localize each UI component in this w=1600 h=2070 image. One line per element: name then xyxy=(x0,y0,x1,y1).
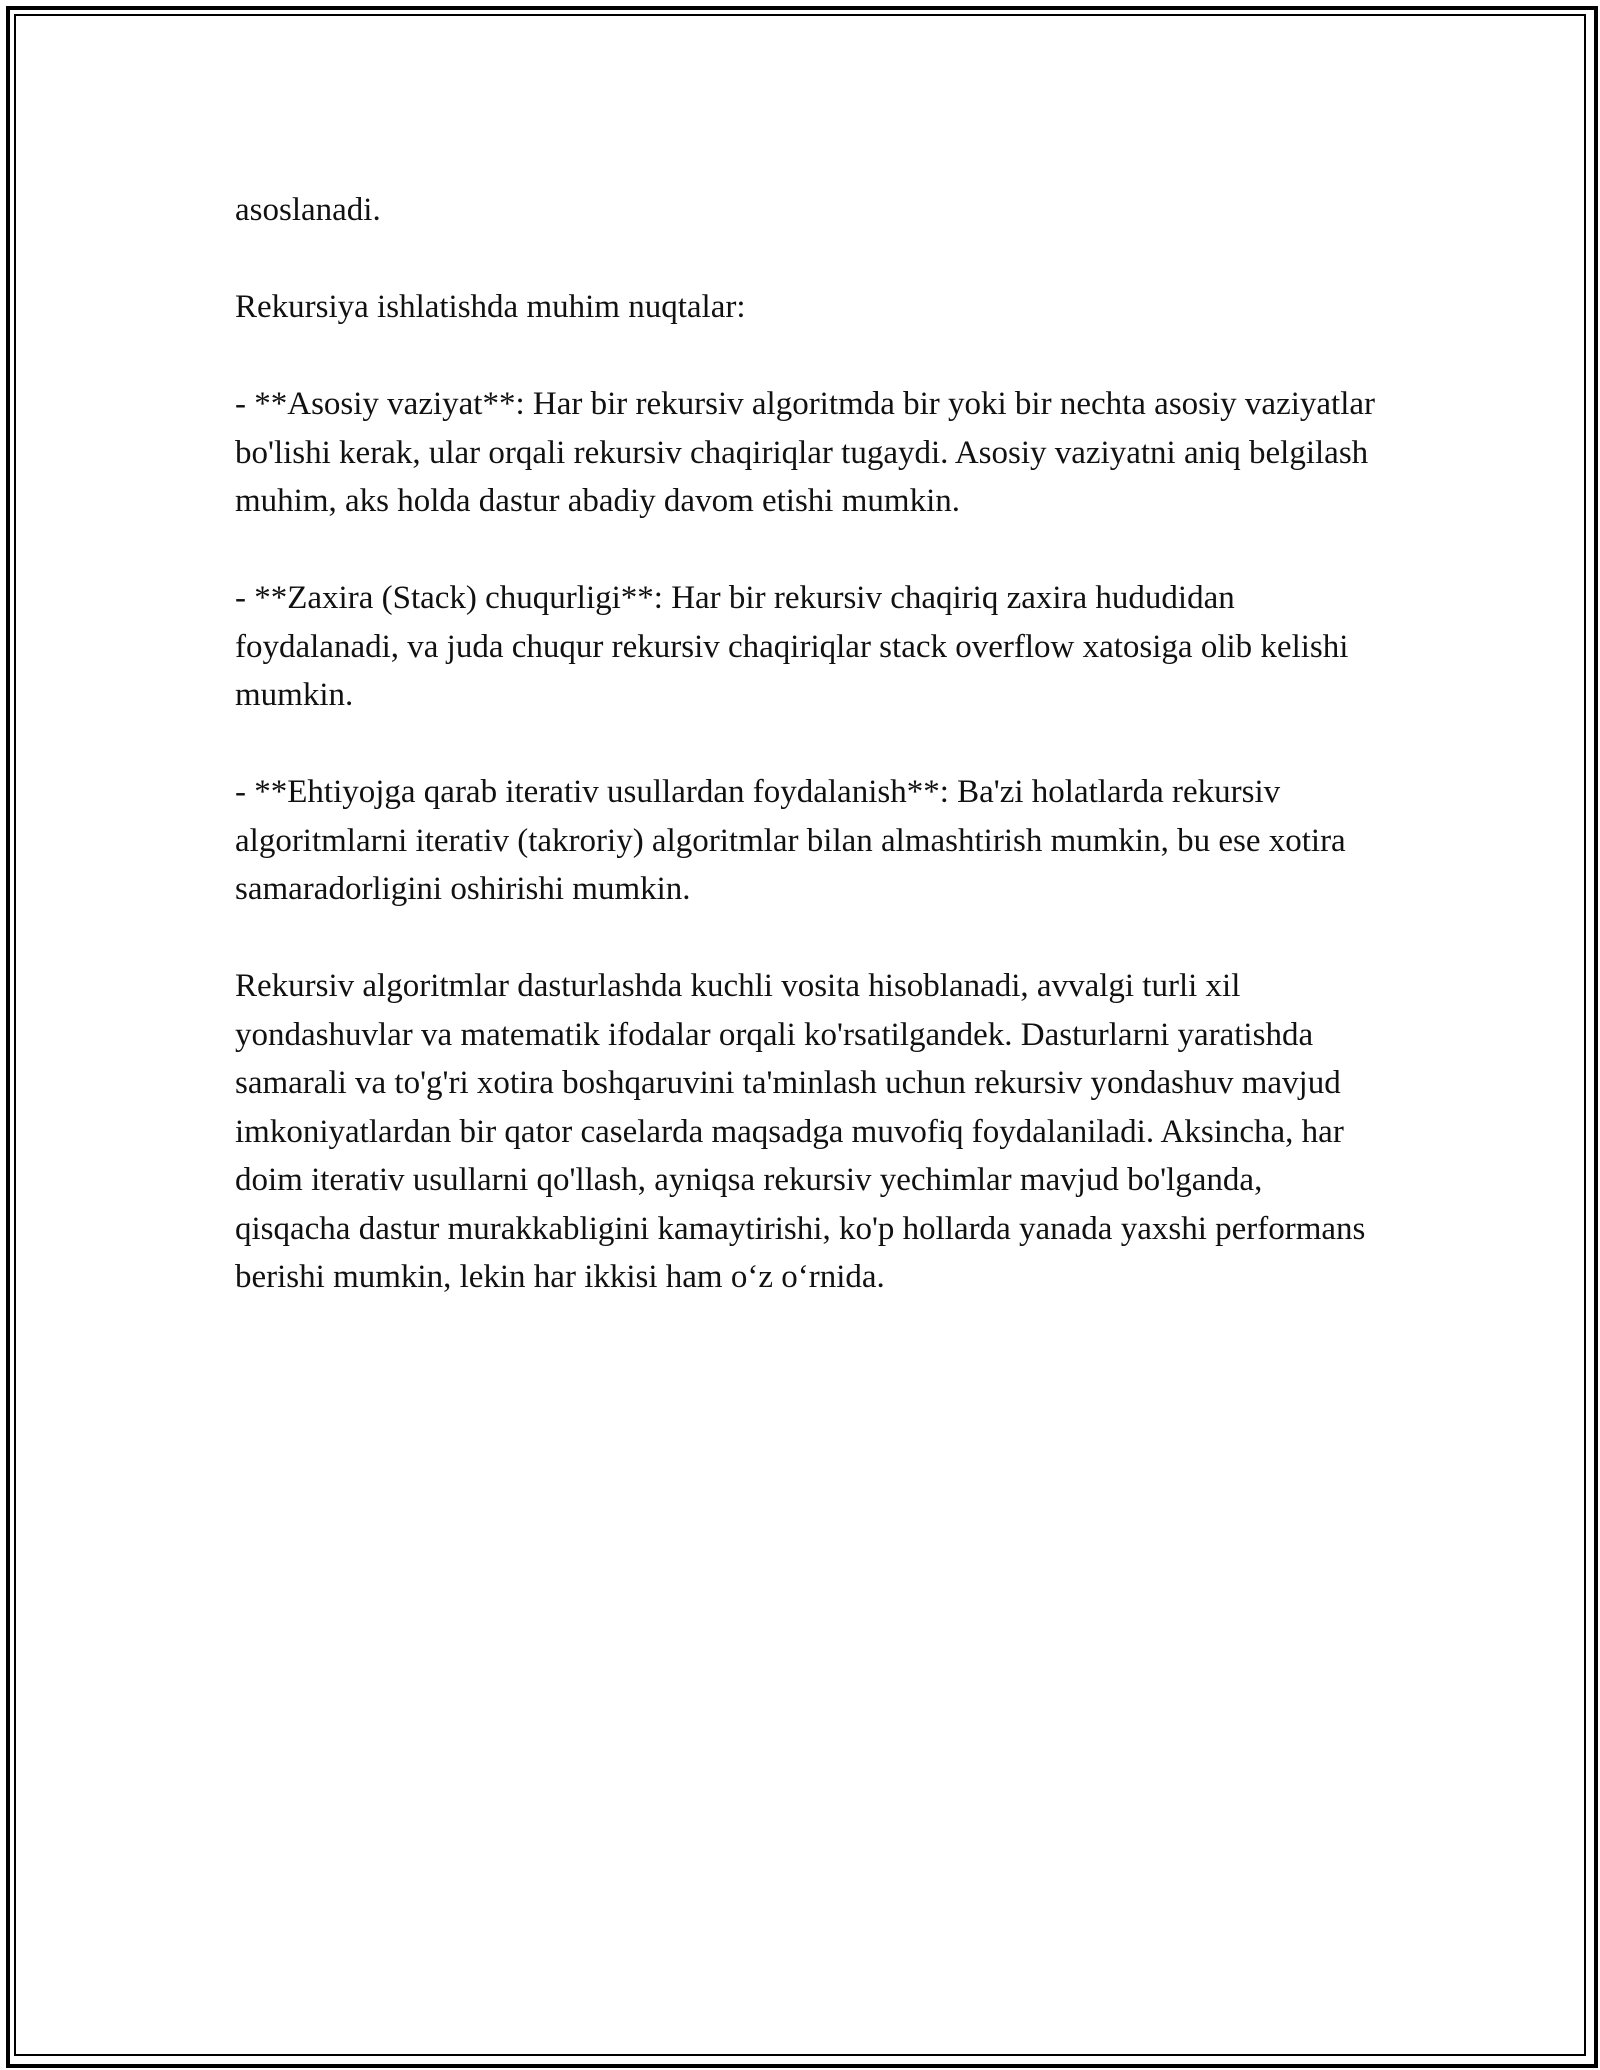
paragraph-section-heading: Rekursiya ishlatishda muhim nuqtalar: xyxy=(235,289,746,325)
paragraph-stack-depth: - **Zaxira (Stack) chuqurligi**: Har bir rekursiv chaqiriq zaxira hududidan foydalanadi, va juda chuqur rekursiv chaqiriqlar stack overflow xatosiga olib kelishi mumkin. xyxy=(235,580,1349,713)
paragraph-conclusion: Rekursiv algoritmlar dasturlashda kuchli vosita hisoblanadi, avvalgi turli xil yondashuvlar va matematik ifodalar orqali ko'rsatilgandek. Dasturlarni yaratishda samarali va to'g'ri xotira boshqaruvini ta'minlash uchun rekursiv yondashuv mavjud imkoniyatlardan bir qator caselarda maqsadga muvofiq foydalaniladi. Aksincha, har doim iterativ usullarni qo'llash, ayniqsa rekursiv yechimlar mavjud bo'lganda, qisqacha dastur murakkabligini kamaytirishi, ko'p hollarda yanada yaxshi performans berishi mumkin, lekin har ikkisi ham oʻz oʻrnida. xyxy=(235,968,1366,1295)
document-body xyxy=(235,186,1375,1350)
paragraph-base-case: - **Asosiy vaziyat**: Har bir rekursiv algoritmda bir yoki bir nechta asosiy vaziyatlar bo'lishi kerak, ular orqali rekursiv chaqiriqlar tugaydi. Asosiy vaziyatni aniq belgilash muhim, aks holda dastur abadiy davom etishi mumkin. xyxy=(235,386,1376,519)
paragraph-continuation: asoslanadi. xyxy=(235,192,381,228)
paragraph-iterative-methods: - **Ehtiyojga qarab iterativ usullardan foydalanish**: Ba'zi holatlarda rekursiv algoritmlarni iterativ (takroriy) algoritmlar bilan almashtirish mumkin, bu ese xotira samaradorligini oshirishi mumkin. xyxy=(235,774,1346,907)
